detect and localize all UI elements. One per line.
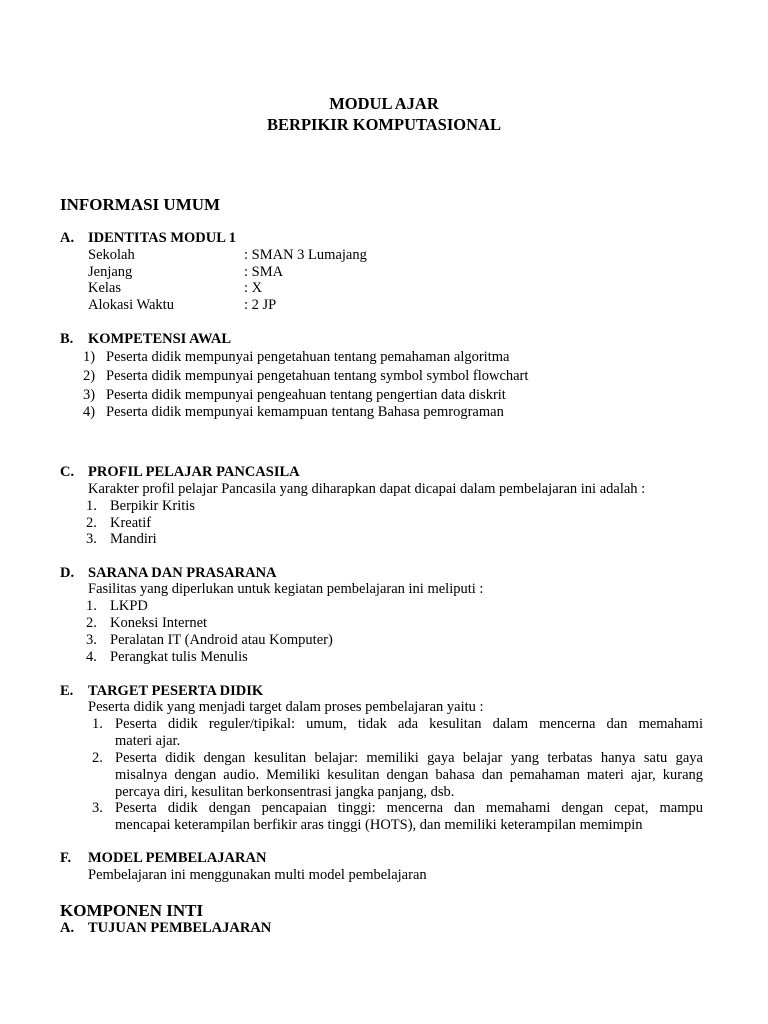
profil-item-text: Mandiri xyxy=(110,531,157,547)
target-item-text-cont: mencapai keterampilan berfikir aras tinggi (HOTS), dan memiliki keterampilan memimpin xyxy=(115,817,643,833)
sarana-item-text: Koneksi Internet xyxy=(110,615,208,631)
sarana-item-number: 2. xyxy=(86,615,97,631)
identitas-label-kelas: Kelas xyxy=(88,280,122,296)
kompetensi-item-text: Peserta didik mempunyai pengetahuan tentang symbol symbol flowchart xyxy=(106,368,529,384)
identitas-value-sekolah: : SMAN 3 Lumajang xyxy=(244,247,367,263)
sarana-item-number: 4. xyxy=(86,649,97,665)
profil-title: PROFIL PELAJAR PANCASILA xyxy=(88,464,300,480)
identitas-label-sekolah: Sekolah xyxy=(88,247,135,263)
section-heading-informasi-umum: INFORMASI UMUM xyxy=(60,195,221,214)
profil-item-text: Berpikir Kritis xyxy=(110,498,195,514)
sarana-item-number: 1. xyxy=(86,598,97,614)
kompetensi-item-number: 2) xyxy=(83,368,96,384)
sarana-letter: D. xyxy=(60,565,75,581)
identitas-label-jenjang: Jenjang xyxy=(88,264,133,280)
target-title: TARGET PESERTA DIDIK xyxy=(88,683,264,699)
target-item-text: Peserta didik dengan pencapaian tinggi: mencerna dan memahami dengan cepat, mampu xyxy=(115,800,703,816)
section-heading-komponen-inti: KOMPONEN INTI xyxy=(60,901,204,920)
target-item-number: 2. xyxy=(92,750,103,766)
target-intro: Peserta didik yang menjadi target dalam proses pembelajaran yaitu : xyxy=(88,699,484,715)
profil-intro: Karakter profil pelajar Pancasila yang diharapkan dapat dicapai dalam pembelajaran ini adalah : xyxy=(88,481,646,497)
target-item-text: Peserta didik reguler/tipikal: umum, tidak ada kesulitan dalam mencerna dan memahami xyxy=(115,716,703,732)
sarana-item-text: LKPD xyxy=(110,598,148,614)
kompetensi-item-number: 4) xyxy=(83,404,96,420)
profil-letter: C. xyxy=(60,464,75,480)
kompetensi-item-text: Peserta didik mempunyai pengetahuan tentang pemahaman algoritma xyxy=(106,349,510,365)
model-text: Pembelajaran ini menggunakan multi model pembelajaran xyxy=(88,867,427,883)
document-title: MODUL AJAR xyxy=(329,94,439,113)
target-letter: E. xyxy=(60,683,74,699)
sarana-item-text: Peralatan IT (Android atau Komputer) xyxy=(110,632,333,648)
profil-item-number: 1. xyxy=(86,498,97,514)
sarana-item-text: Perangkat tulis Menulis xyxy=(110,649,248,665)
kompetensi-item-number: 1) xyxy=(83,349,96,365)
tujuan-letter: A. xyxy=(60,920,75,936)
kompetensi-item-text: Peserta didik mempunyai kemampuan tentang Bahasa pemrograman xyxy=(106,404,504,420)
identitas-value-alokasi: : 2 JP xyxy=(244,297,277,313)
profil-item-number: 2. xyxy=(86,515,97,531)
target-item-number: 1. xyxy=(92,716,103,732)
identitas-letter: A. xyxy=(60,230,75,246)
sarana-item-number: 3. xyxy=(86,632,97,648)
identitas-title: IDENTITAS MODUL 1 xyxy=(88,230,236,246)
identitas-value-kelas: : X xyxy=(244,280,263,296)
identitas-label-alokasi: Alokasi Waktu xyxy=(88,297,174,313)
kompetensi-item-text: Peserta didik mempunyai pengeahuan tentang pengertian data diskrit xyxy=(106,387,506,403)
target-item-number: 3. xyxy=(92,800,103,816)
profil-item-number: 3. xyxy=(86,531,97,547)
target-item-text-cont: percaya diri, kesulitan berkonsentrasi jangka panjang, dsb. xyxy=(115,784,455,800)
identitas-value-jenjang: : SMA xyxy=(244,264,284,280)
sarana-title: SARANA DAN PRASARANA xyxy=(88,565,277,581)
profil-item-text: Kreatif xyxy=(110,515,152,531)
sarana-intro: Fasilitas yang diperlukan untuk kegiatan pembelajaran ini meliputi : xyxy=(88,581,484,597)
model-title: MODEL PEMBELAJARAN xyxy=(88,850,267,866)
kompetensi-letter: B. xyxy=(60,331,74,347)
document-subtitle: BERPIKIR KOMPUTASIONAL xyxy=(267,115,501,134)
kompetensi-item-number: 3) xyxy=(83,387,96,403)
target-item-text-cont: materi ajar. xyxy=(115,733,181,749)
kompetensi-title: KOMPETENSI AWAL xyxy=(88,331,232,347)
model-letter: F. xyxy=(60,850,72,866)
target-item-text-cont: misalnya dengan audio. Memiliki kesulitan dengan bahasa dan pemahaman materi ajar, kurang xyxy=(115,767,703,783)
tujuan-title: TUJUAN PEMBELAJARAN xyxy=(88,920,272,936)
target-item-text: Peserta didik dengan kesulitan belajar: memiliki gaya belajar yang terbatas hanya satu gaya xyxy=(115,750,703,766)
